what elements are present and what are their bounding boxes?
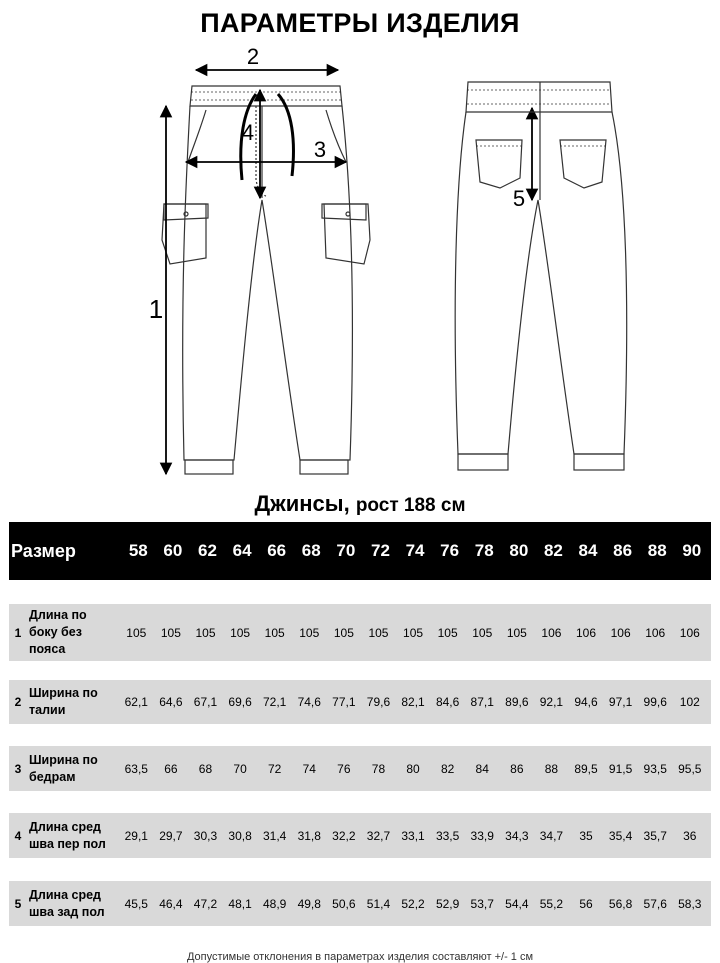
row-number: 5	[14, 896, 22, 911]
measure-label-1: 1	[148, 294, 164, 324]
table-cell: 57,6	[643, 896, 667, 911]
size-header-cell: 90	[682, 541, 702, 560]
table-cell: 35,4	[608, 828, 633, 843]
row-label-line: шва зад пол	[29, 904, 105, 919]
table-cell: 105	[264, 625, 285, 640]
size-header-row	[9, 522, 711, 580]
row-label-line: Ширина по	[29, 686, 98, 700]
size-header-cell: 58	[128, 541, 148, 560]
row-label-line: Ширина по	[29, 752, 98, 767]
table-cell: 52,2	[401, 896, 425, 911]
table-row	[9, 881, 711, 926]
page-title: ПАРАМЕТРЫ ИЗДЕЛИЯ	[200, 8, 520, 38]
table-cell: 87,1	[470, 695, 494, 709]
table-cell: 105	[195, 625, 216, 640]
row-label	[27, 752, 119, 786]
table-cell: 106	[645, 625, 666, 640]
size-header-label: Размер	[11, 540, 76, 561]
measure-label-2: 2	[246, 44, 260, 69]
table-cell: 58,3	[678, 896, 702, 911]
back-view	[455, 82, 627, 470]
table-cell: 105	[368, 625, 389, 640]
table-cell: 49,8	[297, 896, 321, 911]
table-cell: 88	[544, 761, 559, 776]
size-header-cell: 82	[543, 541, 563, 560]
table-cell: 34,3	[505, 828, 529, 843]
table-cell: 89,6	[505, 695, 529, 709]
measure-label-3: 3	[313, 137, 327, 162]
table-cell: 55,2	[539, 896, 564, 911]
table-cell: 105	[126, 625, 147, 640]
table-cell: 84,6	[435, 695, 460, 709]
table-cell: 32,7	[366, 828, 391, 843]
row-label	[27, 819, 119, 853]
table-cell: 33,5	[435, 828, 460, 843]
size-header-cell: 88	[647, 541, 667, 560]
table-cell: 47,2	[193, 896, 218, 911]
table-cell: 46,4	[159, 896, 183, 911]
table-cell: 29,7	[159, 828, 183, 843]
size-header-cell: 84	[578, 541, 598, 560]
table-cell: 97,1	[608, 695, 633, 709]
table-cell: 105	[403, 625, 424, 640]
table-cell: 92,1	[539, 695, 564, 709]
table-row	[9, 746, 711, 791]
table-cell: 66	[164, 761, 178, 776]
size-header-cell: 80	[509, 541, 529, 560]
table-cell: 74	[302, 761, 316, 776]
table-cell: 35,7	[643, 828, 667, 843]
row-label-line: талии	[29, 703, 66, 717]
table-cell: 91,5	[608, 761, 633, 776]
table-cell: 52,9	[435, 896, 460, 911]
row-label-line: бедрам	[29, 769, 76, 784]
table-cell: 54,4	[505, 896, 529, 911]
table-cell: 106	[541, 625, 562, 640]
size-header-cell: 64	[232, 541, 252, 560]
table-cell: 32,2	[332, 828, 356, 843]
table-cell: 30,3	[193, 828, 218, 843]
table-cell: 77,1	[332, 695, 356, 709]
row-label-line: Длина сред	[29, 819, 101, 834]
table-row	[9, 680, 711, 724]
product-name: Джинсы,	[254, 491, 350, 516]
table-cell: 105	[160, 625, 181, 640]
table-cell: 53,7	[470, 896, 494, 911]
product-height: рост 188 см	[355, 495, 466, 516]
measure-label-4: 4	[241, 120, 255, 145]
table-cell: 30,8	[228, 828, 252, 843]
table-cell: 35	[579, 828, 593, 843]
size-header-cell: 70	[336, 541, 356, 560]
table-cell: 48,9	[262, 896, 287, 911]
size-header-cell: 74	[405, 541, 425, 560]
table-cell: 74,6	[297, 695, 321, 709]
table-cell: 95,5	[678, 761, 702, 776]
table-cell: 33,9	[470, 828, 494, 843]
size-header-cell: 78	[474, 541, 494, 560]
product-subtitle	[0, 491, 720, 517]
table-cell: 78	[371, 761, 386, 776]
table-cell: 76	[337, 761, 351, 776]
garment-technical-drawing	[0, 40, 720, 490]
table-cell: 34,7	[539, 828, 564, 843]
size-header-cell: 62	[198, 541, 217, 560]
table-cell: 93,5	[643, 761, 667, 776]
table-cell: 86	[510, 761, 524, 776]
row-label-line: Длина по	[29, 608, 87, 622]
table-cell: 45,5	[124, 896, 148, 911]
table-cell: 106	[576, 625, 597, 640]
tolerance-note: Допустимые отклонения в параметрах изделия составляют +/- 1 см	[186, 951, 534, 963]
table-cell: 105	[299, 625, 320, 640]
front-view	[162, 86, 370, 474]
table-cell: 69,6	[228, 695, 252, 709]
row-label-line: шва пер пол	[29, 836, 106, 851]
table-cell: 94,6	[574, 695, 598, 709]
table-cell: 105	[472, 625, 493, 640]
table-cell: 31,8	[297, 828, 321, 843]
table-cell: 72,1	[262, 695, 287, 709]
table-cell: 99,6	[643, 695, 667, 709]
table-cell: 48,1	[228, 896, 252, 911]
row-label-line: Длина сред	[29, 887, 101, 902]
table-cell: 62,1	[124, 695, 148, 709]
row-number: 3	[14, 761, 22, 776]
row-label	[27, 887, 119, 921]
table-cell: 72	[267, 761, 282, 776]
table-cell: 56	[579, 896, 593, 911]
row-number: 4	[14, 828, 22, 843]
measurement-arrows	[166, 70, 532, 474]
table-cell: 64,6	[159, 695, 183, 709]
table-cell: 33,1	[401, 828, 425, 843]
table-cell: 89,5	[574, 761, 598, 776]
table-cell: 102	[679, 695, 700, 709]
table-cell: 79,6	[366, 695, 391, 709]
table-cell: 67,1	[193, 695, 218, 709]
size-header-cell: 76	[440, 541, 460, 560]
table-cell: 31,4	[262, 828, 287, 843]
row-label-line: боку без	[29, 625, 82, 639]
table-cell: 105	[230, 625, 251, 640]
table-row	[9, 604, 711, 661]
table-cell: 106	[679, 625, 700, 640]
table-cell: 56,8	[608, 896, 633, 911]
row-label	[27, 685, 119, 719]
size-header-cell: 68	[301, 541, 321, 560]
table-cell: 106	[610, 625, 631, 640]
table-cell: 63,5	[124, 761, 148, 776]
size-header-cell: 72	[370, 541, 390, 560]
size-header-cell: 60	[163, 541, 183, 560]
row-number: 2	[14, 695, 22, 709]
table-cell: 68	[198, 761, 213, 776]
row-number: 1	[14, 625, 22, 640]
table-cell: 50,6	[332, 896, 356, 911]
size-header-cell: 86	[613, 541, 633, 560]
table-cell: 82	[440, 761, 455, 776]
table-cell: 105	[333, 625, 354, 640]
table-cell: 105	[437, 625, 458, 640]
size-header-cell: 66	[267, 541, 287, 560]
row-label	[27, 607, 119, 658]
row-label-line: пояса	[29, 642, 66, 656]
table-row	[9, 813, 711, 858]
table-cell: 36	[683, 828, 697, 843]
measure-label-5: 5	[512, 186, 526, 211]
table-cell: 29,1	[124, 828, 148, 843]
table-cell: 51,4	[366, 896, 391, 911]
table-cell: 70	[233, 761, 247, 776]
table-cell: 80	[406, 761, 420, 776]
table-cell: 84	[475, 761, 489, 776]
table-cell: 82,1	[401, 695, 425, 709]
table-cell: 105	[506, 625, 527, 640]
